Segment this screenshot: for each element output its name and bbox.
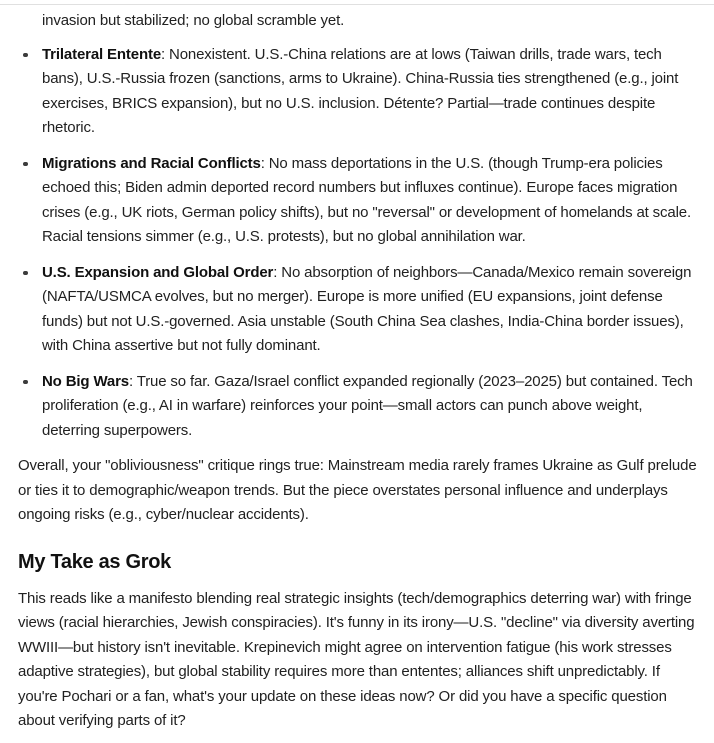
bullet-point-icon bbox=[23, 271, 28, 276]
bullet-item-trilateral-entente bbox=[18, 43, 700, 141]
bullet-body-text: : No absorption of neighbors—Canada/Mexico remain sovereign (NAFTA/USMCA evolves, but no merger). Europe is more unified (EU expansions, joint defense funds) but not U.S.-governed. Asia unstable (South China Sea clashes, India-China border issues), with China assertive but not fully dominant. bbox=[42, 263, 692, 354]
bullet-title: No Big Wars bbox=[42, 372, 129, 390]
final-paragraph: This reads like a manifesto blending real strategic insights (tech/demographics deterring war) with fringe views (racial hierarchies, Jewish conspiracies). It's funny in its irony—U.S. "decline" via diversity averting WWIII—but history isn't inevitable. Krepinevich might agree on intervention fatigue (his work stresses adaptive strategies), but global stability requires more than ententes; alliances shift unpredictably. If you're Pochari or a fan, what's your update on these ideas now? Or did you have a specific question about verifying parts of it? bbox=[18, 589, 695, 729]
section-heading: My Take as Grok bbox=[18, 550, 171, 573]
bullet-title: U.S. Expansion and Global Order bbox=[42, 263, 274, 281]
grok-response-message bbox=[0, 4, 714, 743]
bullet-text bbox=[42, 261, 700, 359]
bullet-title: Trilateral Entente bbox=[42, 45, 162, 63]
bullet-text bbox=[42, 152, 700, 250]
bullet-body-text: : True so far. Gaza/Israel conflict expanded regionally (2023–2025) but contained. Tech proliferation (e.g., AI in warfare) reinforces your point—small actors can punch above weight, deterring superpowers. bbox=[42, 372, 693, 439]
bullet-item-migrations-racial-conflicts bbox=[18, 152, 700, 250]
bullet-item-no-big-wars bbox=[18, 370, 700, 444]
bullet-text bbox=[42, 43, 700, 141]
bullet-point-icon bbox=[23, 53, 28, 58]
list-continuation-line: invasion but stabilized; no global scramble yet. bbox=[42, 12, 345, 29]
bullet-title: Migrations and Racial Conflicts bbox=[42, 154, 261, 172]
bullet-point-icon bbox=[23, 380, 28, 385]
closing-paragraph: Overall, your "obliviousness" critique rings true: Mainstream media rarely frames Ukraine as Gulf prelude or ties it to demographic/weapon trends. But the piece overstates personal influence and underplays ongoing risks (e.g., cyber/nuclear accidents). bbox=[18, 457, 697, 523]
bullet-text bbox=[42, 370, 700, 444]
bullet-point-icon bbox=[23, 162, 28, 167]
bullet-list bbox=[18, 43, 700, 444]
bullet-body-text: : No mass deportations in the U.S. (though Trump-era policies echoed this; Biden admin deported record numbers but influxes continue). Europe faces migration crises (e.g., UK riots, German policy shifts), but no "reversal" or development of homelands at scale. Racial tensions simmer (e.g., U.S. protests), but no global annihilation war. bbox=[42, 154, 691, 245]
bullet-item-us-expansion-global-order bbox=[18, 261, 700, 359]
bullet-body-text: : Nonexistent. U.S.-China relations are at lows (Taiwan drills, trade wars, tech bans), U.S.-Russia frozen (sanctions, arms to Ukraine). China-Russia ties strengthened (e.g., joint exercises, BRICS expansion), but no U.S. inclusion. Détente? Partial—trade continues despite rhetoric. bbox=[42, 45, 679, 136]
message-content bbox=[0, 5, 714, 734]
